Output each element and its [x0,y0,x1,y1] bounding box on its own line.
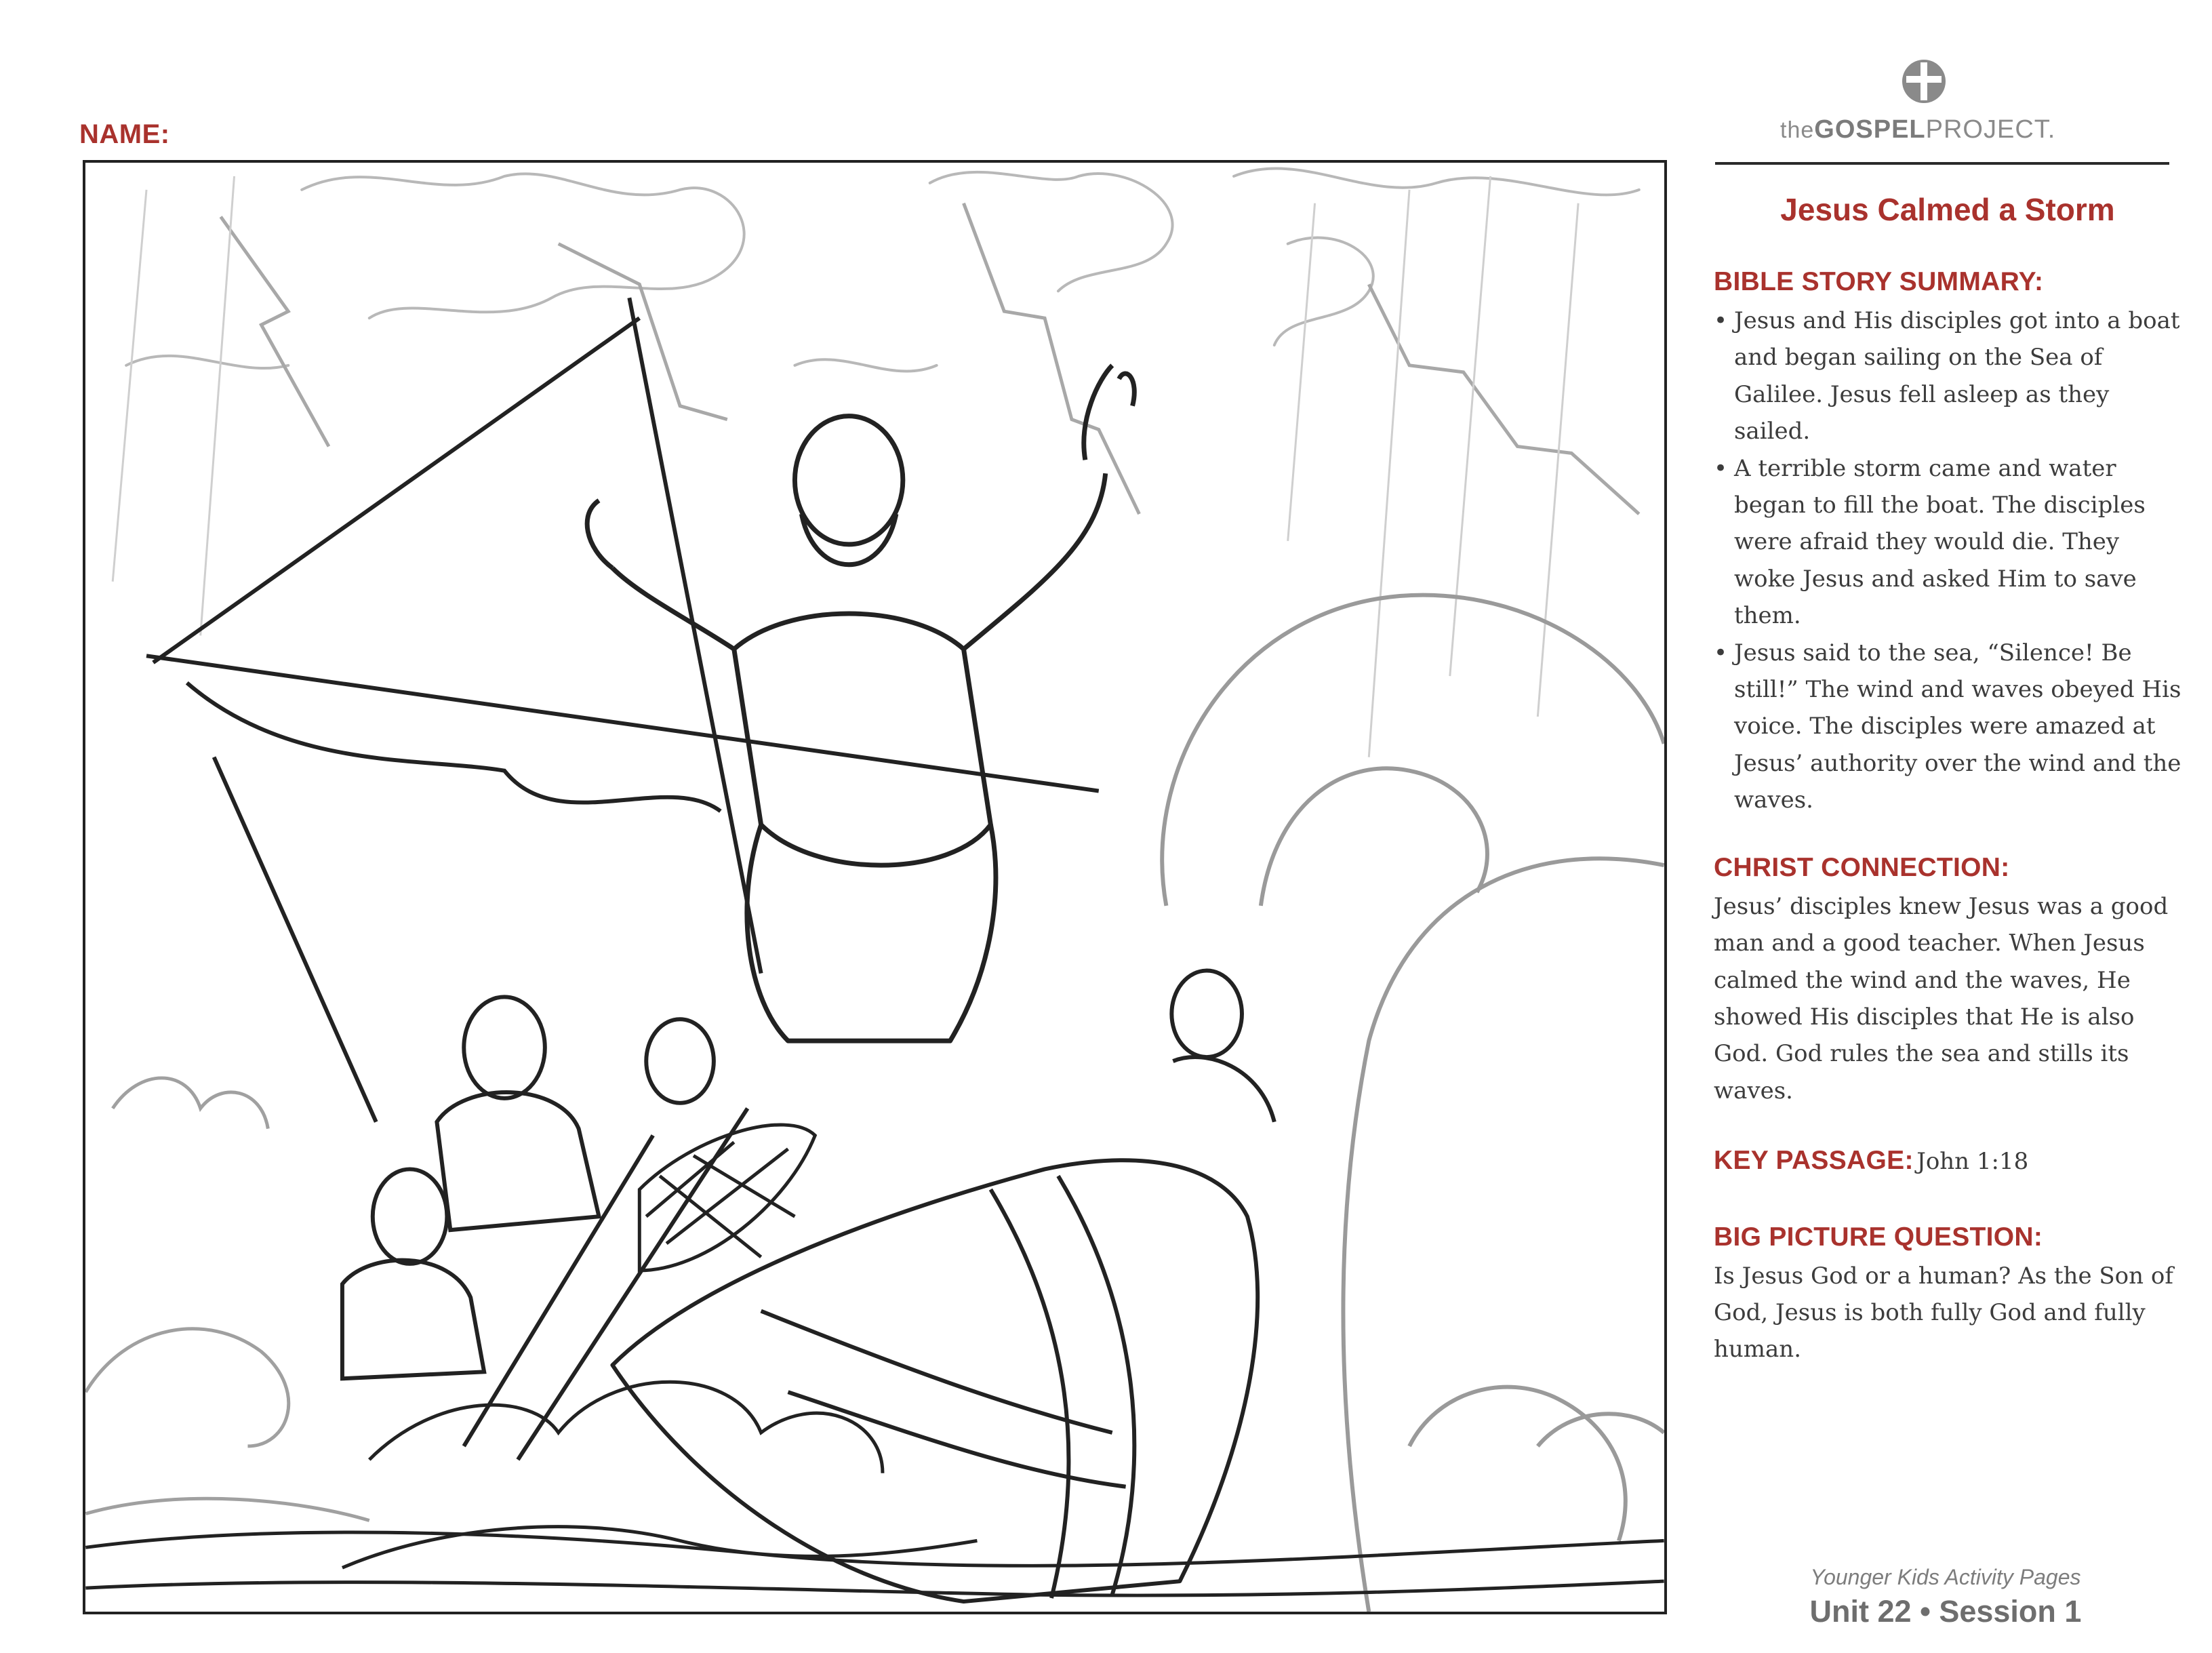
jesus-figure [587,365,1134,1041]
story-title: Jesus Calmed a Storm [1780,192,2115,227]
key-passage [1714,1143,2181,1180]
footer-subtitle: Younger Kids Activity Pages [1810,1565,2081,1589]
christ-connection-heading: CHRIST CONNECTION: [1714,852,2010,882]
jesus-calming-storm-illustration [85,163,1664,1612]
logo-prefix: the [1780,117,1815,143]
summary-bullet: • Jesus said to the sea, “Silence! Be still!” The wind and waves obeyed His voice. The disciples were amazed at Jesus’ authority over the wind and the waves. [1714,635,2181,819]
logo-suffix: PROJECT. [1925,115,2056,144]
fishing-net [639,1125,815,1271]
storm-clouds [126,169,1639,372]
fishing-boat [612,1160,1258,1601]
summary-list [1714,302,2181,819]
story-info-panel [1714,191,2181,1368]
cross-circle-icon [1901,58,1947,104]
name-label: NAME: [79,119,170,149]
summary-heading: BIBLE STORY SUMMARY: [1714,267,2044,296]
page-footer [1715,1565,2176,1629]
lightning-bolts [221,203,1639,514]
unit-session-label: Unit 22 • Session 1 [1809,1594,2082,1629]
logo-brand: GOSPEL [1814,115,1926,144]
big-picture-question-text: Is Jesus God or a human? As the Son of God, Jesus is both fully God and fully human. [1714,1262,2173,1363]
wave-foam-left [85,1078,369,1521]
key-passage-heading: KEY PASSAGE: [1714,1146,1914,1176]
summary-bullet: • A terrible storm came and water began to fill the boat. The disciples were afraid they would die. They woke Jesus and asked Him to save them. [1714,450,2181,635]
mast-and-sail [146,298,1099,1121]
disciples [342,971,1274,1460]
header-divider [1715,162,2169,165]
big-picture-question-heading: BIG PICTURE QUESTION: [1714,1222,2043,1252]
coloring-illustration [83,160,1667,1614]
logo-wordmark [1780,115,2055,144]
christ-connection-text: Jesus’ disciples knew Jesus was a good man and a good teacher. When Jesus calmed the wind and the waves, He showed His disciples that He is also God. God rules the sea and stills its waves. [1714,892,2169,1104]
gospel-project-logo [1763,58,2074,153]
key-passage-text: John 1:18 [1916,1148,2029,1176]
rain-streaks [113,176,1578,757]
summary-bullet: • Jesus and His disciples got into a boat and began sailing on the Sea of Galilee. Jesus fell asleep as they sailed. [1714,302,2181,450]
foreground-waves [85,1382,1664,1595]
big-wave-right [1162,595,1664,1612]
